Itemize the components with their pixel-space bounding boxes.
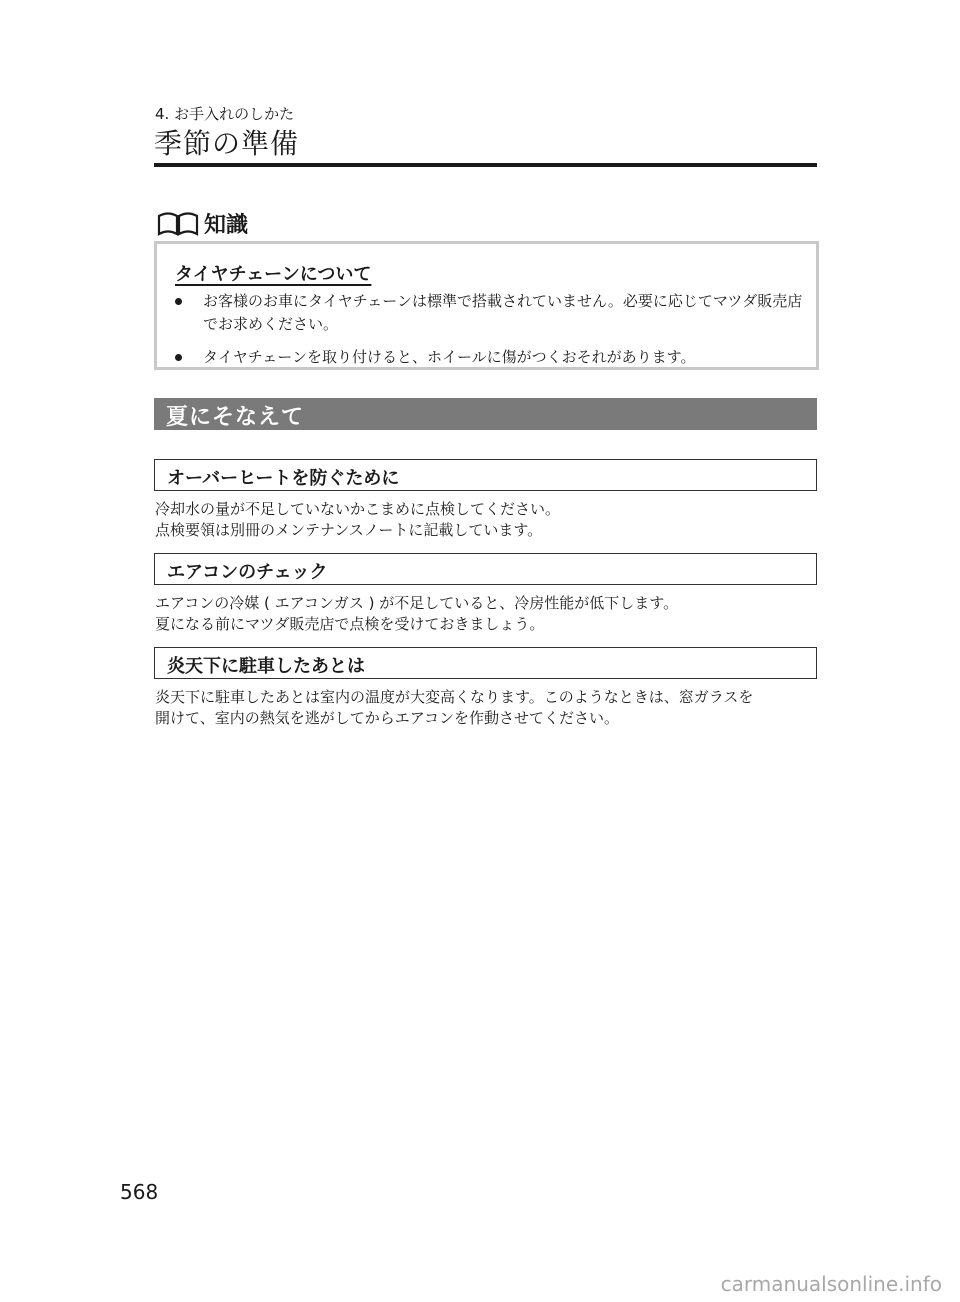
- chapter-label: 4. お手入れのしかた: [155, 105, 295, 123]
- list-item: [173, 290, 803, 336]
- subsection-heading-text: エアコンのチェック: [167, 562, 328, 583]
- bullet-text: タイヤチェーンを取り付けると、ホイールに傷がつくおそれがあります。: [203, 348, 696, 366]
- knowledge-heading: [156, 208, 248, 239]
- paragraph-overheat: [155, 499, 820, 541]
- knowledge-box: [154, 241, 819, 370]
- bullet-icon: [175, 354, 182, 361]
- book-icon: [156, 211, 200, 237]
- section-title: 夏にそなえて: [166, 405, 305, 430]
- subsection-heading-text: オーバーヒートを防ぐために: [167, 468, 400, 489]
- page-number: 568: [120, 1180, 159, 1204]
- paragraph-line: エアコンの冷媒 ( エアコンガス ) が不足していると、冷房性能が低下します。: [155, 594, 679, 612]
- subsection-heading-overheat: [154, 459, 817, 491]
- paragraph-line: 夏になる前にマツダ販売店で点検を受けておきましょう。: [155, 615, 545, 633]
- knowledge-bullet-list: [173, 290, 803, 379]
- knowledge-subtitle: タイヤチェーンについて: [175, 264, 372, 285]
- paragraph-line: 冷却水の量が不足していないかこまめに点検してください。: [155, 500, 561, 518]
- watermark: carmanualsonline.info: [720, 1272, 942, 1296]
- knowledge-label: 知識: [204, 213, 249, 238]
- bullet-text: お客様のお車にタイヤチェーンは標準で搭載されていません。必要に応じてマツダ販売店でお求めください。: [203, 292, 803, 333]
- paragraph-line: 点検要領は別冊のメンテナンスノートに記載しています。: [155, 521, 543, 539]
- bullet-icon: [175, 298, 182, 305]
- section-banner: [154, 398, 817, 430]
- list-item: [173, 346, 803, 369]
- paragraph-aircon: [155, 593, 820, 635]
- paragraph-line: 炎天下に駐車したあとは室内の温度が大変高くなります。このようなときは、窓ガラスを: [155, 688, 754, 706]
- subsection-heading-parking: [154, 647, 817, 679]
- paragraph-parking: [155, 687, 820, 729]
- title-divider: [154, 163, 817, 167]
- subsection-heading-text: 炎天下に駐車したあとは: [167, 656, 365, 677]
- subsection-heading-aircon: [154, 553, 817, 585]
- page-title: 季節の準備: [154, 127, 300, 160]
- paragraph-line: 開けて、室内の熱気を逃がしてからエアコンを作動させてください。: [155, 709, 619, 727]
